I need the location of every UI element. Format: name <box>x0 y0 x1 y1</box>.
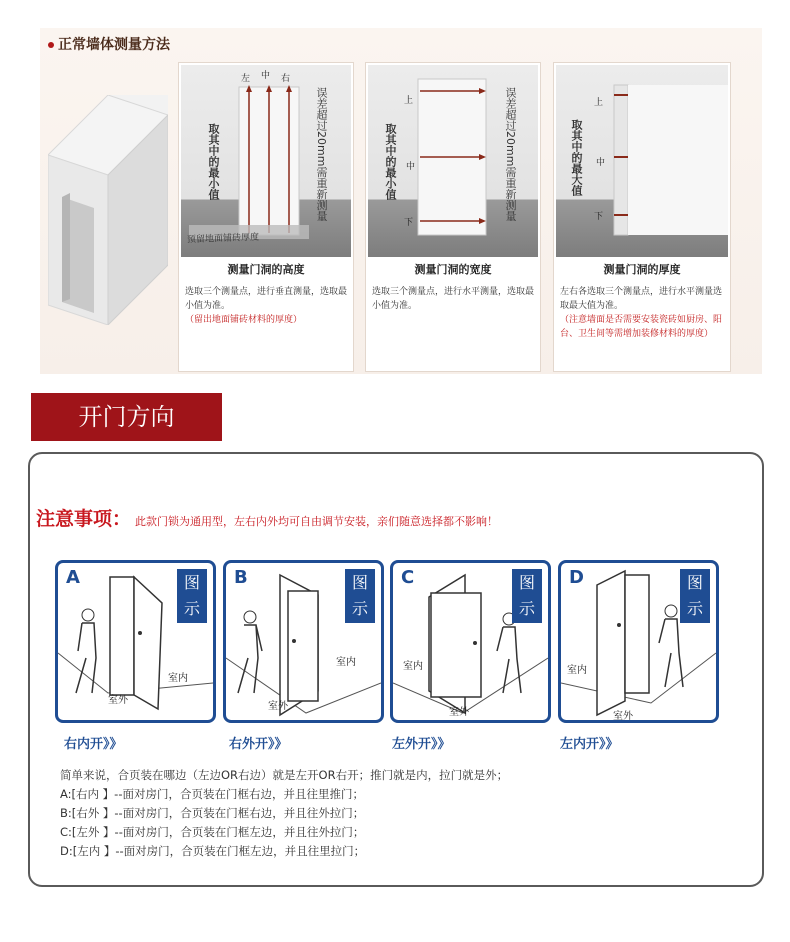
card-letter: C <box>401 567 415 588</box>
notice-text: 此款门锁为通用型，左右内外均可自由调节安装，亲们随意选择都不影响！ <box>135 515 499 528</box>
floor-reserve-note: 预留地面铺砖厚度 <box>186 232 260 246</box>
panel-desc-width-text: 选取三个测量点，进行水平测量，选取最小值为准。 <box>372 287 535 311</box>
mark-bottom-label: 下 <box>404 218 414 228</box>
panel-note-height: （留出地面铺砖材料的厚度） <box>185 315 303 325</box>
room-indoor-label: 室内 <box>403 661 423 672</box>
room-outdoor-label: 室外 <box>108 695 128 706</box>
error-tolerance-vertical-text: 误差超过20mm需重新测量 <box>315 87 328 222</box>
tushi-badge <box>680 569 710 623</box>
panel-desc-thickness <box>560 285 724 341</box>
mark-center-label: 中 <box>261 71 271 81</box>
door-card-a <box>55 560 216 723</box>
mark-bottom-label: 下 <box>594 212 604 222</box>
door-direction-explanation <box>60 766 508 861</box>
tushi-badge <box>512 569 542 623</box>
notice-line <box>36 504 498 531</box>
mark-middle-label: 中 <box>406 162 416 172</box>
door-direction-label-d: 左内开》》 <box>560 737 619 752</box>
explain-line-summary: 简单来说，合页装在哪边（左边OR右边）就是左开OR右开；推门就是内，拉门就是外； <box>60 768 509 782</box>
panel-desc-width <box>372 285 534 313</box>
min-value-vertical-text: 取其中的最小值 <box>207 123 220 200</box>
error-tolerance-vertical-text: 误差超过20mm需重新测量 <box>504 87 517 222</box>
bullet-dot-icon <box>48 42 54 48</box>
min-value-vertical-text: 取其中的最小值 <box>384 123 397 200</box>
card-letter: B <box>234 567 248 588</box>
notice-title: 注意事项： <box>36 508 132 530</box>
measure-panel-height <box>178 62 354 372</box>
measure-heading <box>48 34 170 54</box>
explain-line-a: A:[右内 】--面对房门，合页装在门框右边，并且往里推门； <box>60 787 364 801</box>
door-direction-label-a: 右内开》》 <box>64 737 123 752</box>
door-direction-label-b: 右外开》》 <box>229 737 288 752</box>
panel-title-thickness: 测量门洞的厚度 <box>603 263 681 276</box>
explain-line-c: C:[左外 】--面对房门，合页装在门框左边，并且往外拉门； <box>60 825 365 839</box>
room-outdoor-label: 室外 <box>268 701 288 712</box>
room-indoor-label: 室内 <box>567 665 587 676</box>
door-card-d <box>558 560 719 723</box>
panel-desc-height <box>185 285 347 327</box>
measure-panel-width <box>365 62 541 372</box>
max-value-vertical-text: 取其中的最大值 <box>570 119 583 196</box>
room-outdoor-label: 室外 <box>613 711 633 722</box>
tushi-text: 图示 <box>518 573 535 618</box>
mark-middle-label: 中 <box>596 158 606 168</box>
tushi-badge <box>345 569 375 623</box>
tushi-text: 图示 <box>686 573 703 618</box>
room-indoor-label: 室内 <box>168 673 188 684</box>
room-outdoor-label: 室外 <box>449 707 469 718</box>
tushi-badge <box>177 569 207 623</box>
explain-line-d: D:[左内 】--面对房门，合页装在门框左边，并且往里拉门； <box>60 844 366 858</box>
tushi-text: 图示 <box>351 573 368 618</box>
measure-panel-thickness <box>553 62 731 372</box>
door-frame-3d-illustration <box>48 95 168 325</box>
panel-title-height: 测量门洞的高度 <box>227 263 305 276</box>
door-card-b <box>223 560 384 723</box>
panel-title-width: 测量门洞的宽度 <box>414 263 492 276</box>
door-direction-label-c: 左外开》》 <box>392 737 451 752</box>
explain-line-b: B:[右外 】--面对房门，合页装在门框右边，并且往外拉门； <box>60 806 365 820</box>
card-letter: A <box>66 567 80 588</box>
mark-top-label: 上 <box>594 98 604 108</box>
room-indoor-label: 室内 <box>336 657 356 668</box>
tushi-text: 图示 <box>183 573 200 618</box>
mark-left-label: 左 <box>241 74 251 84</box>
mark-right-label: 右 <box>281 74 291 84</box>
panel-desc-thickness-text: 左右各选取三个测量点，进行水平测量选取最大值为准。 <box>560 287 723 311</box>
mark-top-label: 上 <box>404 96 414 106</box>
panel-note-thickness: （注意墙面是否需要安装瓷砖如厨房、阳台、卫生间等需增加装修材料的厚度） <box>560 315 723 339</box>
door-card-c <box>390 560 551 723</box>
card-letter: D <box>569 567 584 588</box>
panel-desc-height-text: 选取三个测量点，进行垂直测量，选取最小值为准。 <box>185 287 348 311</box>
measure-heading-text: 正常墙体测量方法 <box>58 37 170 53</box>
door-direction-banner: 开门方向 <box>31 393 222 441</box>
